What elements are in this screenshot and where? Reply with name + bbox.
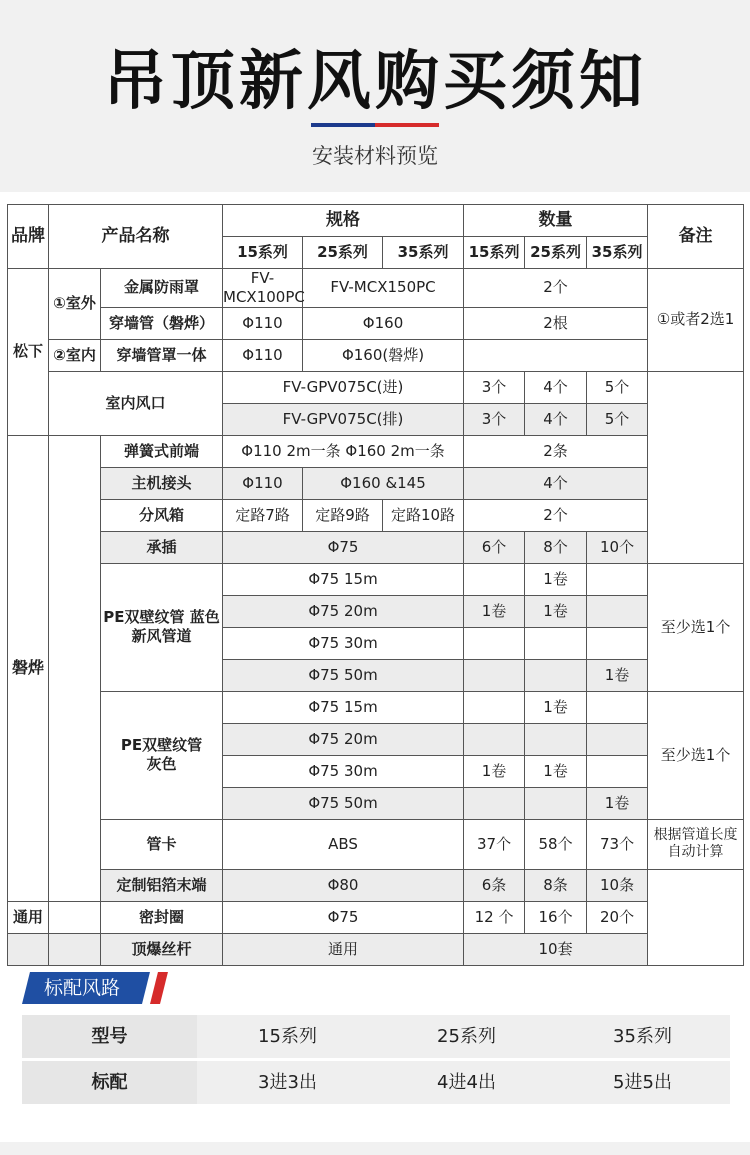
seal-ring-qty-35: 20个 [587,901,648,933]
rain-cover-spec-15: FV-MCX100PC [223,269,305,306]
brand-panasonic: 松下 [8,269,49,436]
rain-cover-spec-25: FV-MCX150PC [303,269,464,308]
indoor-label: ②室内 [49,339,101,371]
pe-blue-qty [525,659,587,691]
table-row [22,1061,730,1104]
std-header-15: 15系列 [258,1026,317,1047]
note-pe-gray: 至少选1个 [648,691,744,819]
socket-qty-35: 10个 [587,531,648,563]
pe-gray-qty [464,691,525,723]
table-row [22,1015,730,1058]
pe-gray-qty [587,723,648,755]
pe-gray-qty [464,787,525,819]
foil-end-spec: Φ80 [223,869,464,901]
pe-blue-spec: Φ75 50m [223,659,464,691]
common-spacer [49,933,101,965]
pe-gray-qty: 1卷 [525,691,587,723]
header-product: 产品名称 [49,205,223,269]
wall-pipe-spec-15: Φ110 [223,307,303,339]
table-row [8,371,744,403]
header-brand: 品牌 [8,205,49,269]
pe-blue-spec: Φ75 15m [223,563,464,595]
pe-gray-qty [587,691,648,723]
std-value-35: 5进5出 [613,1072,672,1093]
note-pipe-length: 根据管道长度自动计算 [648,819,744,869]
header-note: 备注 [648,205,744,269]
spec-series-25: 25系列 [303,237,383,269]
common-spacer [8,933,49,965]
seal-ring-spec: Φ75 [223,901,464,933]
pe-gray-qty [525,787,587,819]
std-value-25: 4进4出 [437,1072,496,1093]
outdoor-label: ①室外 [49,269,101,340]
qty-series-15: 15系列 [464,237,525,269]
wall-pipe-qty: 2根 [464,307,648,339]
spec-series-35: 35系列 [383,237,464,269]
pe-blue-qty [464,627,525,659]
splitter-box-spec-15: 定路7路 [223,499,303,531]
table-row [8,869,744,901]
pe-gray-spec: Φ75 30m [223,755,464,787]
pe-blue-qty: 1卷 [587,659,648,691]
indoor-vent-out-qty-15: 3个 [464,403,525,435]
header [0,0,750,190]
wall-pipe-cover-spec-25: Φ160(磐烨) [303,339,464,371]
indoor-vent-out-qty-35: 5个 [587,403,648,435]
qty-series-35: 35系列 [587,237,648,269]
pe-blue-qty [525,627,587,659]
pe-gray-name [101,691,223,819]
pe-gray-qty: 1卷 [587,787,648,819]
table-row [8,269,744,308]
table-row [8,901,744,933]
pe-blue-name-line2: 新风管道 [131,627,192,645]
wall-pipe-cover-spec-15: Φ110 [223,339,303,371]
pe-blue-name [101,563,223,691]
table-row [8,933,744,965]
table-row [8,499,744,531]
standard-airway-title: 标配风路 [43,977,120,999]
table-row [8,339,744,371]
seal-ring-name: 密封圈 [101,901,223,933]
brand-panshi: 磐烨 [8,435,49,901]
header-qty: 数量 [464,205,648,237]
standard-airway-tag [22,972,167,1004]
table-row [8,691,744,723]
seal-ring-qty-25: 16个 [525,901,587,933]
socket-qty-15: 6个 [464,531,525,563]
table-row [8,819,744,869]
indoor-vent-out-qty-25: 4个 [525,403,587,435]
pe-blue-qty [464,563,525,595]
table-row [8,307,744,339]
pipe-clip-spec: ABS [223,819,464,869]
pe-gray-name-line2: 灰色 [146,755,177,773]
splitter-box-spec-25: 定路9路 [303,499,383,531]
splitter-box-spec-35: 定路10路 [383,499,464,531]
pe-blue-qty [587,563,648,595]
note-choose-one: ①或者2选1 [648,269,744,372]
wall-pipe-cover-qty [464,339,648,371]
indoor-vent-in-qty-25: 4个 [525,371,587,403]
pe-gray-spec: Φ75 20m [223,723,464,755]
panshi-spacer [49,435,101,901]
foil-end-qty-15: 6条 [464,869,525,901]
pipe-clip-qty-25: 58个 [525,819,587,869]
note-pe-blue: 至少选1个 [648,563,744,691]
pipe-clip-name: 管卡 [101,819,223,869]
pe-gray-qty: 1卷 [464,755,525,787]
pe-gray-qty [525,723,587,755]
host-connector-spec-25: Φ160 &145 [303,467,464,499]
pipe-clip-qty-35: 73个 [587,819,648,869]
title-divider [311,123,439,127]
pipe-clip-qty-15: 37个 [464,819,525,869]
page-subtitle: 安装材料预览 [312,144,438,168]
foil-end-name: 定制铝箔末端 [101,869,223,901]
table-row [8,467,744,499]
pe-blue-qty: 1卷 [525,595,587,627]
header-spec: 规格 [223,205,464,237]
pe-gray-qty [464,723,525,755]
pe-blue-name-line1: PE双壁纹管 蓝色 [103,608,220,627]
spec-series-15: 15系列 [223,237,303,269]
std-row-label: 标配 [22,1061,197,1104]
materials-table [7,204,744,966]
socket-spec: Φ75 [223,531,464,563]
foil-end-qty-35: 10条 [587,869,648,901]
rain-cover-name: 金属防雨罩 [101,269,223,308]
pe-gray-spec: Φ75 15m [223,691,464,723]
threaded-rod-qty: 10套 [464,933,648,965]
spring-front-spec: Φ110 2m一条 Φ160 2m一条 [223,435,464,467]
table-row [8,531,744,563]
pe-blue-qty [587,595,648,627]
wall-pipe-spec-25: Φ160 [303,307,464,339]
wall-pipe-cover-name: 穿墙管罩一体 [101,339,223,371]
table-row [8,563,744,595]
pe-gray-spec: Φ75 50m [223,787,464,819]
std-header-model: 型号 [22,1015,197,1058]
wall-pipe-name: 穿墙管（磐烨） [101,307,223,339]
host-connector-spec-15: Φ110 [223,467,303,499]
note-empty [648,869,744,965]
socket-name: 承插 [101,531,223,563]
indoor-vent-spec-in: FV-GPV075C(进) [223,371,464,403]
socket-qty-25: 8个 [525,531,587,563]
rain-cover-qty: 2个 [464,269,648,308]
note-empty [648,371,744,563]
pe-blue-qty [587,627,648,659]
seal-ring-qty-15: 12 个 [464,901,525,933]
host-connector-name: 主机接头 [101,467,223,499]
page-title: 吊顶新风购买须知 [103,45,647,119]
std-header-35: 35系列 [613,1026,672,1047]
host-connector-qty: 4个 [464,467,648,499]
standard-airway-table [22,1015,730,1107]
indoor-vent-spec-out: FV-GPV075C(排) [223,403,464,435]
threaded-rod-name: 顶爆丝杆 [101,933,223,965]
indoor-vent-in-qty-15: 3个 [464,371,525,403]
pe-blue-spec: Φ75 30m [223,627,464,659]
pe-blue-qty: 1卷 [525,563,587,595]
pe-gray-qty: 1卷 [525,755,587,787]
splitter-box-name: 分风箱 [101,499,223,531]
foil-end-qty-25: 8条 [525,869,587,901]
pe-blue-qty [464,659,525,691]
indoor-vent-in-qty-35: 5个 [587,371,648,403]
pe-blue-spec: Φ75 20m [223,595,464,627]
std-header-25: 25系列 [437,1026,496,1047]
qty-series-25: 25系列 [525,237,587,269]
splitter-box-qty: 2个 [464,499,648,531]
pe-blue-qty: 1卷 [464,595,525,627]
spring-front-qty: 2条 [464,435,648,467]
pe-gray-name-line1: PE双壁纹管 [120,736,203,755]
brand-common: 通用 [8,901,49,933]
pe-gray-qty [587,755,648,787]
table-header-row [8,205,744,237]
threaded-rod-spec: 通用 [223,933,464,965]
std-value-15: 3进3出 [258,1072,317,1093]
indoor-vent-name: 室内风口 [49,371,223,435]
table-row [8,435,744,467]
spring-front-name: 弹簧式前端 [101,435,223,467]
common-spacer [49,901,101,933]
